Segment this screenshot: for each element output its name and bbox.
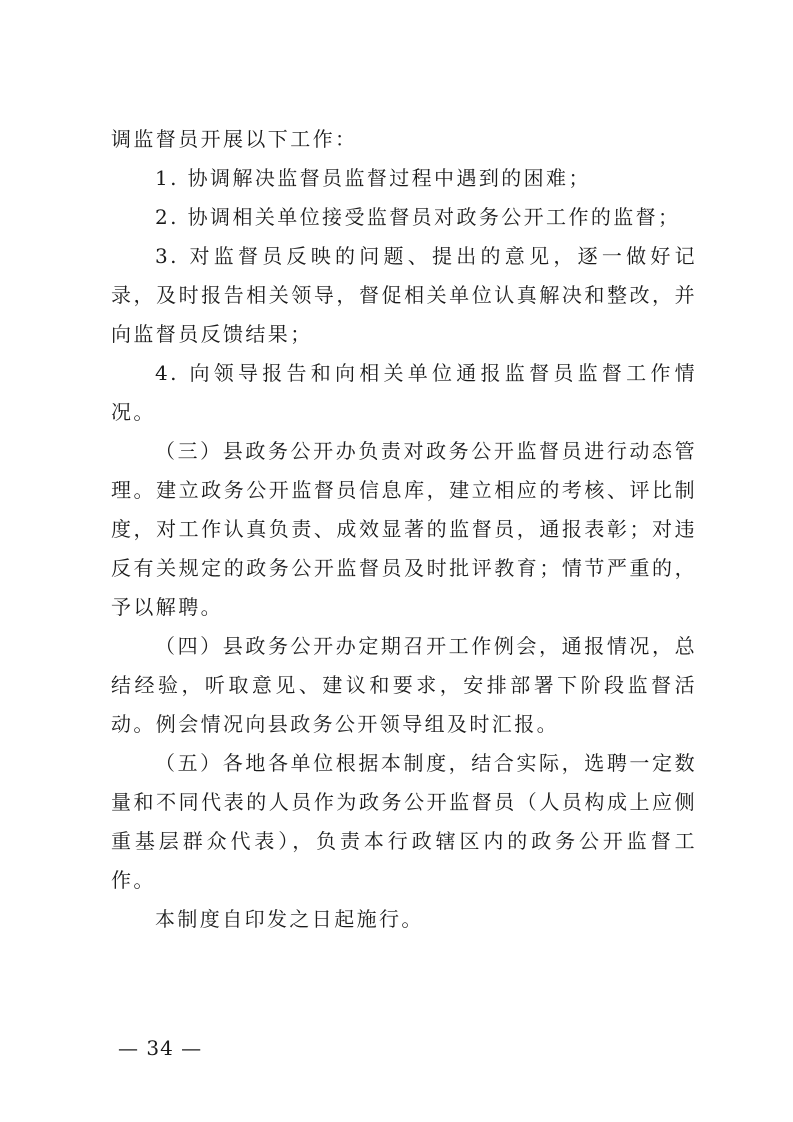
- paragraph-section-4: （四）县政务公开办定期召开工作例会，通报情况，总结经验，听取意见、建议和要求，安排部署下阶段监督活动。例会情况向县政务公开领导组及时汇报。: [111, 634, 697, 736]
- paragraph-section-3: （三）县政务公开办负责对政务公开监督员进行动态管理。建立政务公开监督员信息库，建立相应的考核、评比制度，对工作认真负责、成效显著的监督员，通报表彰；对违反有关规定的政务公开监督员及时批评教育；情节严重的，予以解聘。: [111, 439, 697, 619]
- paragraph-item-3: 3. 对监督员反映的问题、提出的意见，逐一做好记录，及时报告相关领导，督促相关单位认真解决和整改，并向监督员反馈结果；: [111, 244, 697, 346]
- paragraph-section-5: （五）各地各单位根据本制度，结合实际，选聘一定数量和不同代表的人员作为政务公开监督员（人员构成上应侧重基层群众代表），负责本行政辖区内的政务公开监督工作。: [111, 751, 697, 892]
- paragraph-item-1: 1. 协调解决监督员监督过程中遇到的困难；: [155, 166, 591, 190]
- paragraph-continuation: 调监督员开展以下工作：: [111, 127, 358, 151]
- paragraph-effective-date: 本制度自印发之日起施行。: [155, 907, 424, 931]
- paragraph-item-4: 4. 向领导报告和向相关单位通报监督员监督工作情况。: [111, 361, 697, 424]
- paragraph-item-2: 2. 协调相关单位接受监督员对政务公开工作的监督；: [155, 205, 681, 229]
- page-number: — 34 —: [118, 1036, 203, 1060]
- body-text: [111, 120, 697, 939]
